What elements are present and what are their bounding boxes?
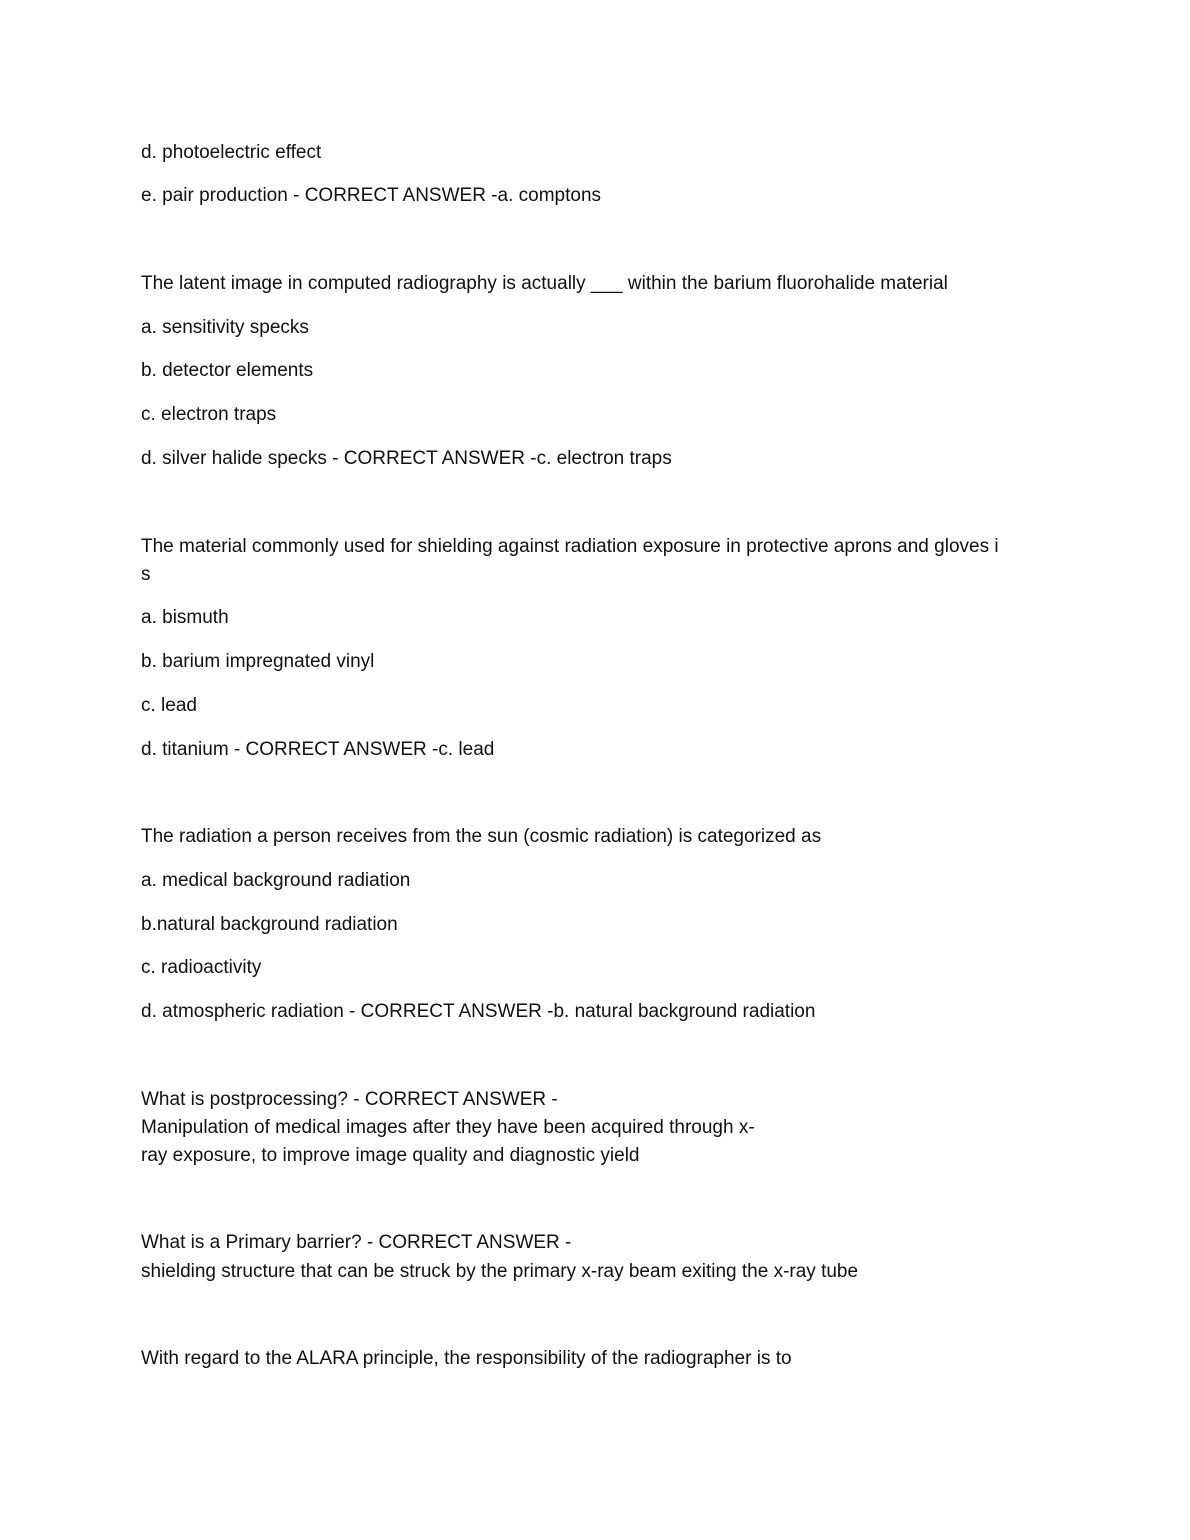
question-text: What is postprocessing? - CORRECT ANSWER - xyxy=(141,1089,558,1110)
answer-option: a. sensitivity specks xyxy=(141,317,309,338)
question-text: The latent image in computed radiography is actually ___ within the barium fluorohalide material xyxy=(141,273,948,294)
question-text: What is a Primary barrier? - CORRECT ANSWER - xyxy=(141,1232,572,1253)
answer-option: b. detector elements xyxy=(141,360,314,381)
answer-option: a. medical background radiation xyxy=(141,870,411,891)
answer-option: c. lead xyxy=(141,695,197,716)
answer-option: b.natural background radiation xyxy=(141,914,398,935)
question-text: The material commonly used for shielding against radiation exposure in protective aprons and gloves i xyxy=(141,536,999,557)
answer-option: a. bismuth xyxy=(141,607,229,628)
answer-text: ray exposure, to improve image quality and diagnostic yield xyxy=(141,1145,640,1166)
answer-text: Manipulation of medical images after they have been acquired through x- xyxy=(141,1117,755,1138)
answer-option: c. radioactivity xyxy=(141,957,262,978)
question-text: With regard to the ALARA principle, the responsibility of the radiographer is to xyxy=(141,1348,792,1369)
answer-text: shielding structure that can be struck by the primary x-ray beam exiting the x-ray tube xyxy=(141,1261,859,1282)
answer-option: c. electron traps xyxy=(141,404,277,425)
answer-option-with-correct-answer: e. pair production - CORRECT ANSWER -a. comptons xyxy=(141,185,602,206)
answer-option: b. barium impregnated vinyl xyxy=(141,651,375,672)
answer-option-with-correct-answer: d. atmospheric radiation - CORRECT ANSWER -b. natural background radiation xyxy=(141,1001,816,1022)
answer-option-with-correct-answer: d. titanium - CORRECT ANSWER -c. lead xyxy=(141,739,495,760)
answer-option-with-correct-answer: d. silver halide specks - CORRECT ANSWER -c. electron traps xyxy=(141,448,672,469)
question-text: The radiation a person receives from the sun (cosmic radiation) is categorized as xyxy=(141,826,822,847)
answer-option: d. photoelectric effect xyxy=(141,142,322,163)
question-text-wrap: s xyxy=(141,564,151,585)
